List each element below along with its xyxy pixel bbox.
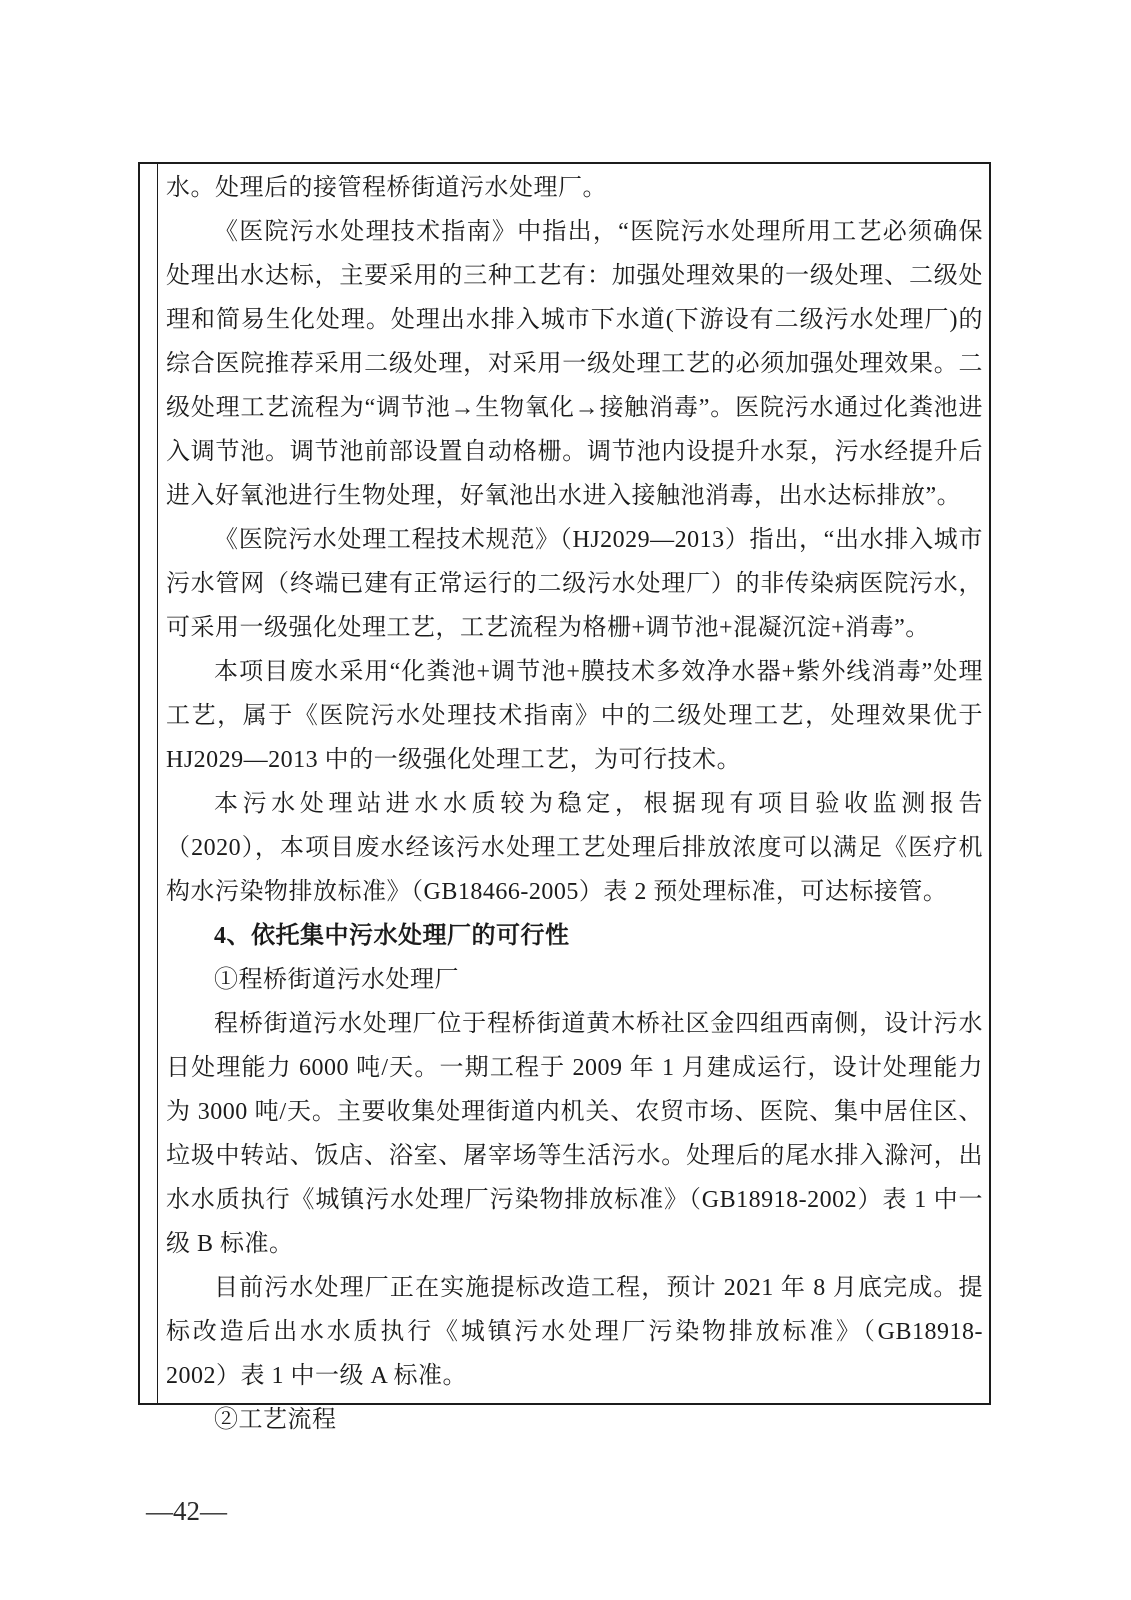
paragraph-hospital-guide-quote: 《医院污水处理技术指南》中指出，“医院污水处理所用工艺必须确保处理出水达标，主要采用的三种工艺有：加强处理效果的一级处理、二级处理和简易生化处理。处理出水排入城市下水道(下游设有二级污水处理厂)的综合医院推荐采用二级处理，对采用一级处理工艺的必须加强处理效果。二级处理工艺流程为“调节池→生物氧化→接触消毒”。医院污水通过化粪池进入调节池。调节池前部设置自动格栅。调节池内设提升水泵，污水经提升后进入好氧池进行生物处理，好氧池出水进入接触池消毒，出水达标排放”。 — [166, 219, 983, 509]
paragraph-continuation-from-previous-page: 水。处理后的接管程桥街道污水处理厂。 — [166, 175, 607, 201]
paragraph-hj2029-spec-quote: 《医院污水处理工程技术规范》（HJ2029—2013）指出，“出水排入城市污水管网（终端已建有正常运行的二级污水处理厂）的非传染病医院污水，可采用一级强化处理工艺，工艺流程为格栅+调节池+混凝沉淀+消毒”。 — [166, 527, 983, 641]
subitem-1-chengqiao-plant-title: ①程桥街道污水处理厂 — [214, 967, 459, 993]
paragraph-project-process-feasibility: 本项目废水采用“化粪池+调节池+膜技术多效净水器+紫外线消毒”处理工艺，属于《医院污水处理技术指南》中的二级处理工艺，处理效果优于 HJ2029—2013 中的一级强化处理工艺，为可行技术。 — [166, 659, 983, 773]
paragraph-chengqiao-plant-intro: 程桥街道污水处理厂位于程桥街道黄木桥社区金四组西南侧，设计污水日处理能力 6000 吨/天。一期工程于 2009 年 1 月建成运行，设计处理能力为 3000 吨/天。主要收集处理街道内机关、农贸市场、医院、集中居住区、垃圾中转站、饭店、浴室、屠宰场等生活污水。处理后的尾水排入滁河，出水水质执行《城镇污水处理厂污染物排放标准》（GB18918-2002）表 1 中一级 B 标准。 — [166, 1011, 983, 1257]
table-main-cell — [158, 164, 989, 1433]
table-left-gutter-column — [140, 164, 158, 1403]
page-number: —42— — [146, 1496, 227, 1526]
subitem-2-process-flow-title: ②工艺流程 — [214, 1407, 337, 1433]
report-table-cell-border — [138, 162, 991, 1433]
paragraph-plant-upgrade-project: 目前污水处理厂正在实施提标改造工程，预计 2021 年 8 月底完成。提标改造后出水水质执行《城镇污水处理厂污染物排放标准》（GB18918-2002）表 1 中一级 A 标准。 — [166, 1275, 983, 1389]
section-heading-4-feasibility: 4、依托集中污水处理厂的可行性 — [214, 923, 570, 949]
paragraph-station-water-quality: 本污水处理站进水水质较为稳定，根据现有项目验收监测报告（2020），本项目废水经该污水处理工艺处理后排放浓度可以满足《医疗机构水污染物排放标准》（GB18466-2005）表 2 预处理标准，可达标接管。 — [166, 791, 983, 905]
